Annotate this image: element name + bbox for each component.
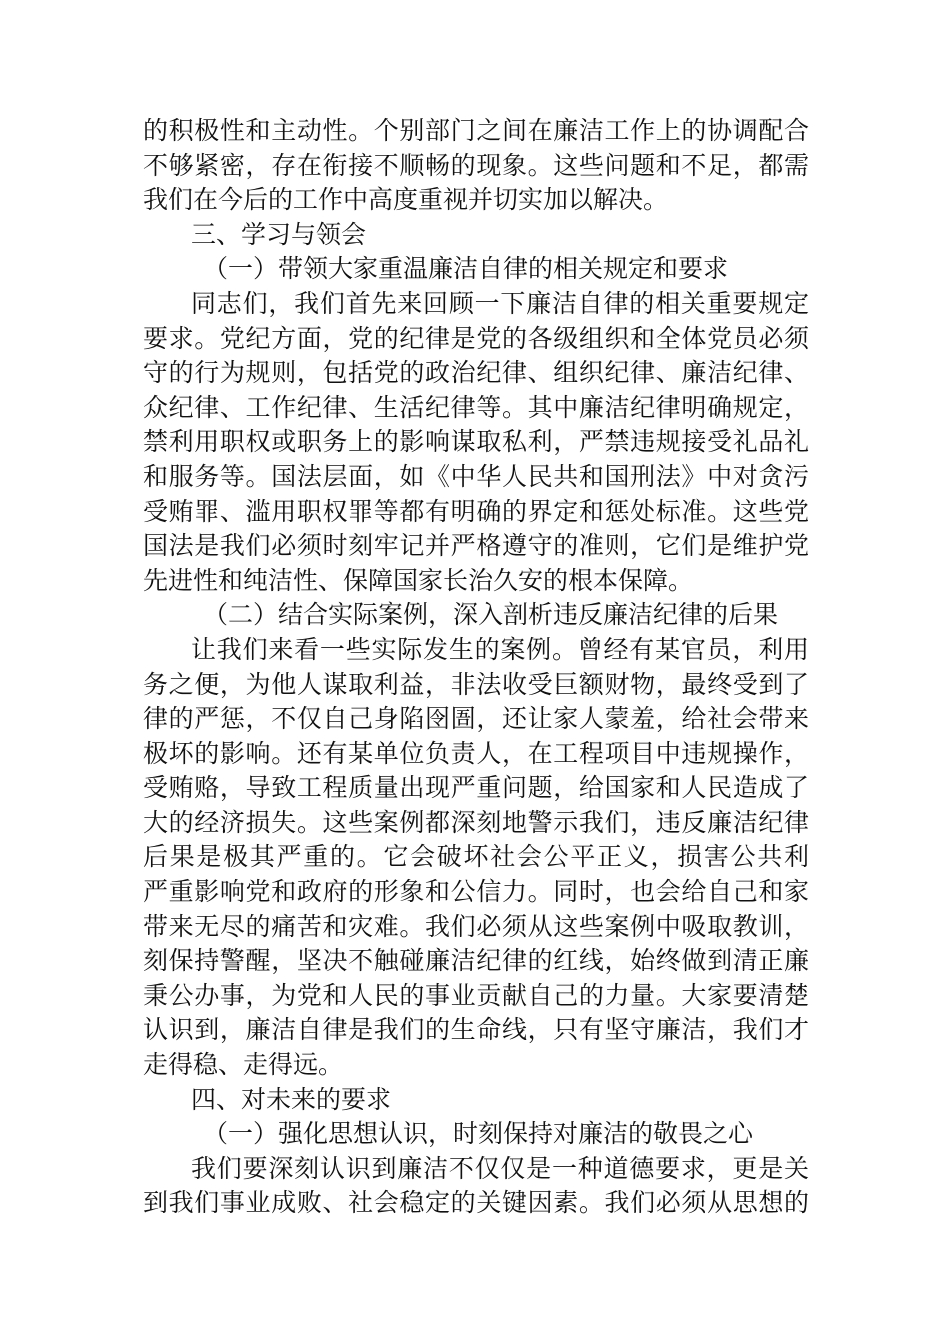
text-line: 不够紧密，存在衔接不顺畅的现象。这些问题和不足，都需 — [143, 150, 809, 180]
subsection-heading: （二）结合实际案例，深入剖析违反廉洁纪律的后果 — [203, 600, 779, 630]
text-line: 后果是极其严重的。它会破坏社会公平正义，损害公共利 — [143, 842, 809, 872]
text-line: 和服务等。国法层面，如《中华人民共和国刑法》中对贪污 — [143, 461, 809, 491]
text-line: 我们要深刻认识到廉洁不仅仅是一种道德要求，更是关 — [191, 1153, 809, 1183]
text-line: 带来无尽的痛苦和灾难。我们必须从这些案例中吸取教训， — [143, 911, 809, 941]
text-line: 让我们来看一些实际发生的案例。曾经有某官员，利用 — [191, 634, 809, 664]
text-line: 认识到，廉洁自律是我们的生命线，只有坚守廉洁，我们才 — [143, 1015, 809, 1045]
text-line: 先进性和纯洁性、保障国家长治久安的根本保障。 — [143, 565, 694, 595]
text-line: 的积极性和主动性。个别部门之间在廉洁工作上的协调配合 — [143, 116, 809, 145]
text-line: 要求。党纪方面，党的纪律是党的各级组织和全体党员必须 — [143, 323, 809, 353]
section-heading: 四、对未来的要求 — [191, 1084, 392, 1114]
text-line: 受贿赂，导致工程质量出现严重问题，给国家和人民造成了 — [143, 773, 809, 803]
text-line: 务之便，为他人谋取利益，非法收受巨额财物，最终受到了 — [143, 669, 809, 699]
text-line: 极坏的影响。还有某单位负责人，在工程项目中违规操作， — [143, 738, 809, 768]
text-line: 秉公办事，为党和人民的事业贡献自己的力量。大家要清楚 — [143, 980, 809, 1010]
subsection-heading: （一）带领大家重温廉洁自律的相关规定和要求 — [203, 254, 729, 284]
document-page — [143, 114, 809, 1221]
text-line: 守的行为规则，包括党的政治纪律、组织纪律、廉洁纪律、 — [143, 358, 809, 388]
text-line: 禁利用职权或职务上的影响谋取私利，严禁违规接受礼品礼 — [143, 427, 809, 457]
section-heading: 三、学习与领会 — [191, 219, 367, 249]
text-line: 严重影响党和政府的形象和公信力。同时，也会给自己和家 — [143, 877, 809, 907]
text-line: 我们在今后的工作中高度重视并切实加以解决。 — [143, 185, 669, 215]
text-line: 国法是我们必须时刻牢记并严格遵守的准则，它们是维护党 — [143, 531, 809, 561]
text-line: 大的经济损失。这些案例都深刻地警示我们，违反廉洁纪律 — [143, 807, 809, 837]
text-line: 刻保持警醒，坚决不触碰廉洁纪律的红线，始终做到清正廉 — [143, 946, 809, 976]
text-line: 走得稳、走得远。 — [143, 1050, 344, 1080]
subsection-heading: （一）强化思想认识，时刻保持对廉洁的敬畏之心 — [203, 1119, 754, 1149]
text-line: 同志们，我们首先来回顾一下廉洁自律的相关重要规定 — [191, 288, 809, 318]
text-line: 受贿罪、滥用职权罪等都有明确的界定和惩处标准。这些党 — [143, 496, 809, 526]
text-line: 到我们事业成败、社会稳定的关键因素。我们必须从思想的 — [143, 1188, 809, 1218]
text-line: 众纪律、工作纪律、生活纪律等。其中廉洁纪律明确规定， — [143, 392, 809, 422]
text-line: 律的严惩，不仅自己身陷囹圄，还让家人蒙羞，给社会带来 — [143, 704, 809, 734]
